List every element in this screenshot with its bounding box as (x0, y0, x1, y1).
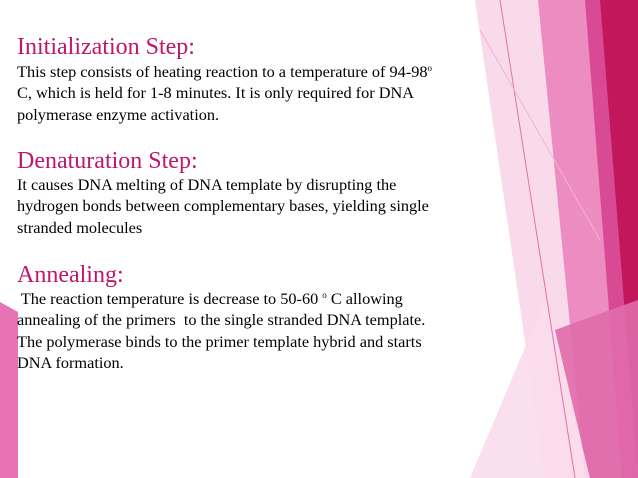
body-line-text: The reaction temperature is decrease to 50-60 (17, 289, 323, 308)
body-line: The polymerase binds to the primer template hybrid and starts (17, 331, 422, 351)
body-line-text: C allowing (326, 289, 403, 308)
section-heading-denaturation: Denaturation Step: (17, 148, 198, 174)
body-line-text: This step consists of heating reaction to a temperature of 94-98 (17, 62, 428, 81)
body-line: stranded molecules (17, 217, 143, 237)
body-line: C, which is held for 1-8 minutes. It is only required for DNA (17, 83, 415, 103)
body-line: It causes DNA melting of DNA template by disrupting the (17, 175, 397, 194)
degree-superscript: o (322, 290, 327, 300)
body-line: hydrogen bonds between complementary bases, yielding single (17, 196, 429, 216)
body-line (17, 288, 487, 309)
body-line: DNA formation. (17, 352, 124, 372)
left-accent-shape (0, 302, 18, 478)
section-body-annealing (17, 288, 487, 373)
body-line (17, 61, 487, 82)
body-line: annealing of the primers to the single stranded DNA template. (17, 310, 426, 330)
section-heading-annealing: Annealing: (17, 262, 124, 288)
body-line: polymerase enzyme activation. (17, 104, 220, 124)
section-heading-initialization: Initialization Step: (17, 34, 195, 60)
degree-superscript: o (427, 63, 433, 73)
section-body-initialization (17, 61, 487, 125)
section-body-denaturation (17, 174, 487, 238)
